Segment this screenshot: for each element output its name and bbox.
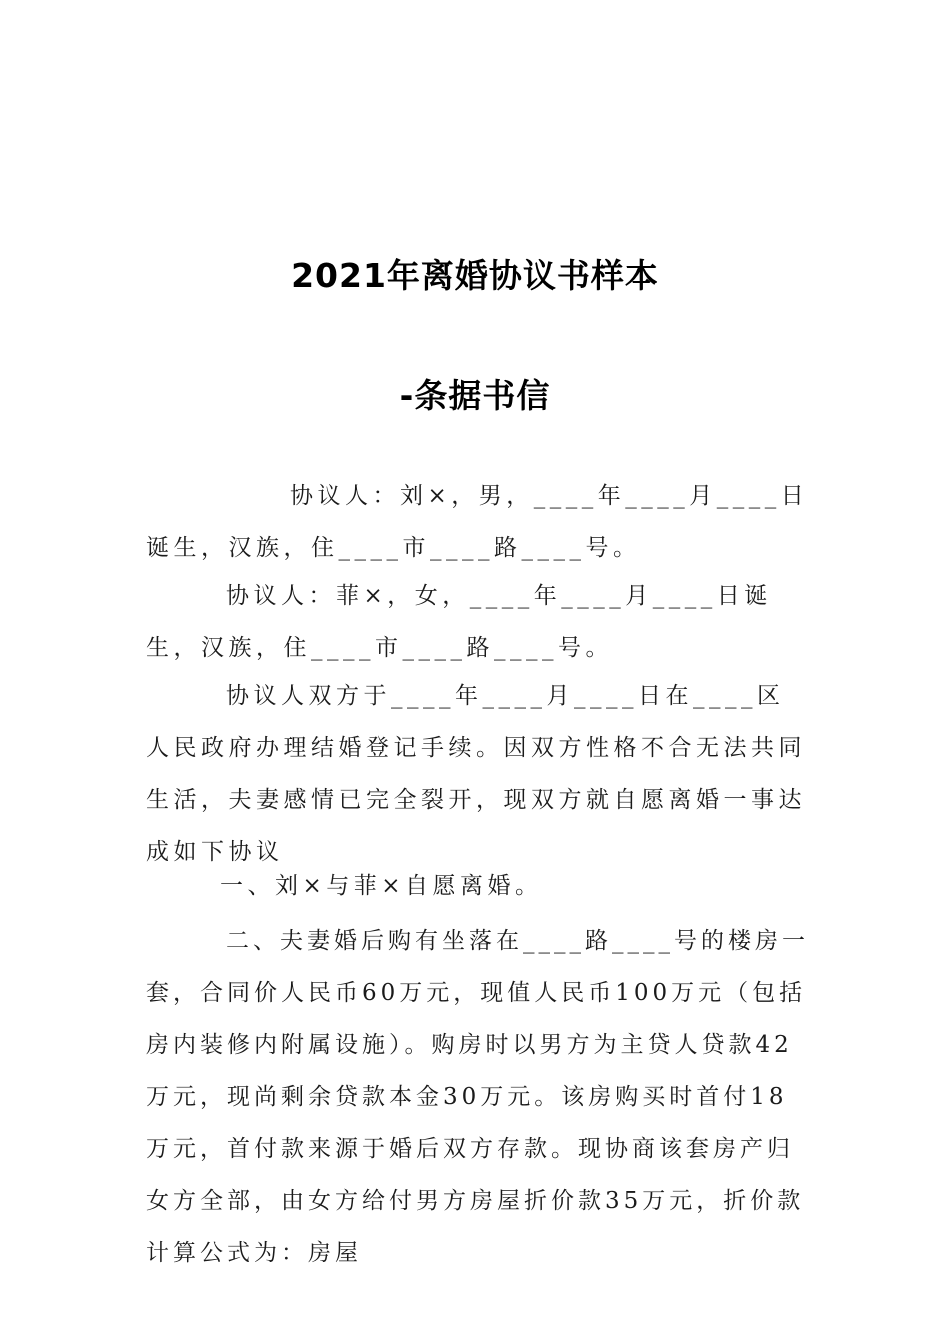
document-subtitle: -条据书信 <box>399 376 551 415</box>
marriage-registration-paragraph: 协议人双方于____年____月____日在____区人民政府办理结婚登记手续。因双方性格不合无法共同生活，夫妻感情已完全裂开，现双方就自愿离婚一事达成如下协议 <box>146 683 806 865</box>
clause-two-paragraph: 二、夫妻婚后购有坐落在____路____号的楼房一套，合同价人民币60万元，现值人民币100万元（包括房内装修内附属设施）。购房时以男方为主贷人贷款42万元，现尚剩余贷款本金30万元。该房购买时首付18万元，首付款来源于婚后双方存款。现协商该套房产归女方全部，由女方给付男方房屋折价款35万元，折价款计算公式为：房屋 <box>146 928 809 1266</box>
party-female-paragraph: 协议人：菲×，女，____年____月____日诞生，汉族，住____市____路____号。 <box>146 583 772 661</box>
party-male-paragraph: 协议人：刘×，男，____年____月____日诞生，汉族，住____市____路____号。 <box>146 483 809 561</box>
clause-one-paragraph: 一、刘×与菲×自愿离婚。 <box>220 873 543 899</box>
document-title: 2021年离婚协议书样本 <box>291 256 659 295</box>
